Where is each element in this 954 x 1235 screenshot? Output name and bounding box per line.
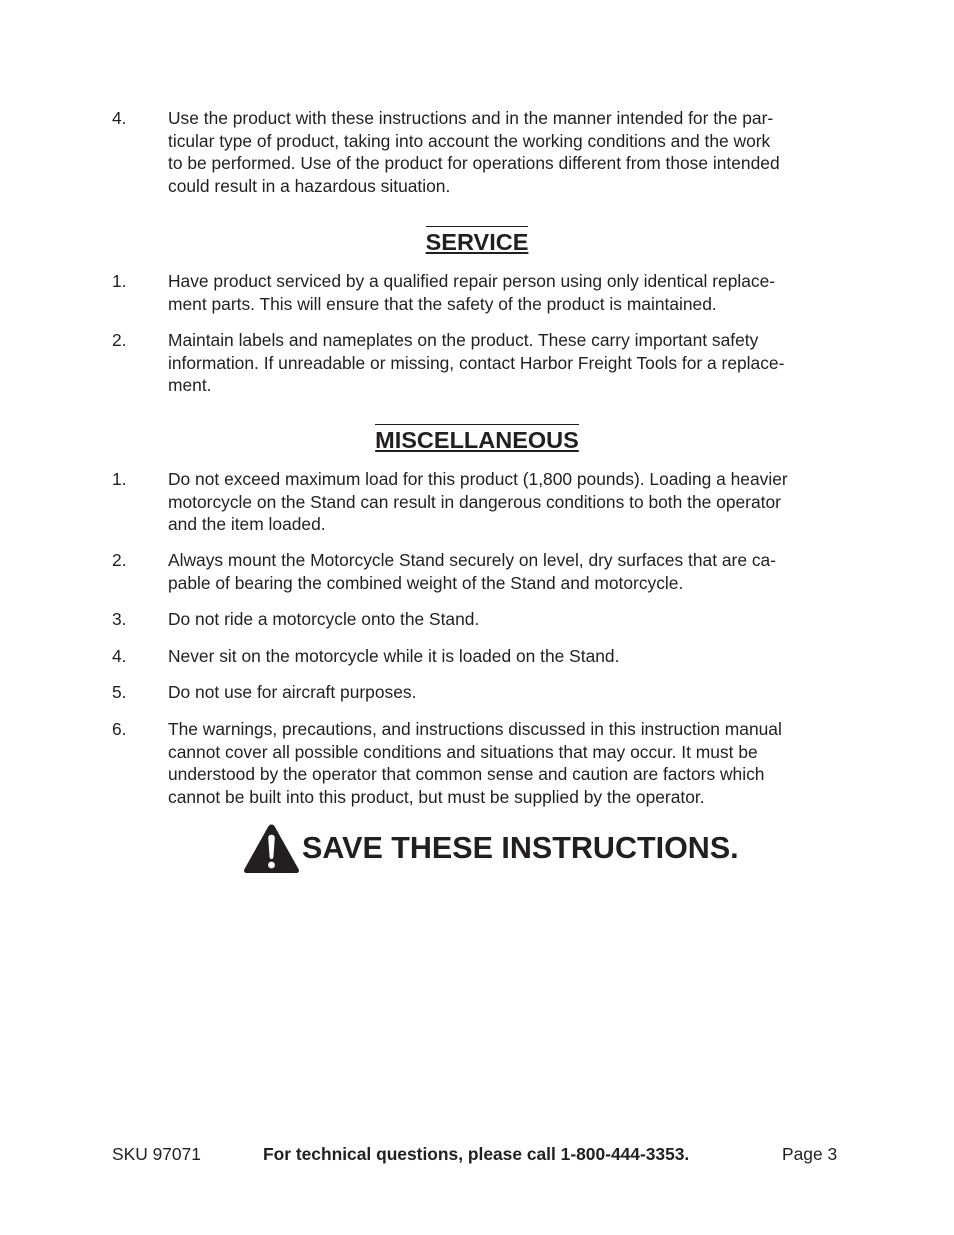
list-item-text: [168, 329, 844, 397]
text-line: Do not use for aircraft purposes.: [168, 682, 417, 702]
footer-page-number: Page 3: [782, 1144, 838, 1164]
list-item-number: 4.: [112, 108, 127, 128]
list-item-number: 4.: [112, 646, 127, 666]
save-instructions-banner: [243, 822, 739, 874]
text-line: could result in a hazardous situation.: [168, 175, 451, 196]
footer-support-phone: For technical questions, please call 1-800-444-3353.: [263, 1144, 690, 1164]
miscellaneous-heading: [0, 424, 954, 454]
warning-triangle-icon: [243, 823, 300, 874]
list-item-text: [168, 681, 844, 704]
save-instructions-text: SAVE THESE INSTRUCTIONS.: [302, 830, 739, 865]
list-item-text: [168, 608, 844, 631]
text-line: pable of bearing the combined weight of the Stand and motorcycle.: [168, 572, 684, 593]
list-item-text: [168, 645, 844, 668]
text-line: Use the product with these instructions and in the manner intended for the par-: [168, 108, 774, 128]
list-item-text: [168, 107, 844, 197]
text-line: and the item loaded.: [168, 514, 326, 535]
text-line: The warnings, precautions, and instructions discussed in this instruction manual: [168, 719, 782, 739]
text-line: to be performed. Use of the product for operations different from those intended: [168, 153, 780, 174]
service-heading-text: SERVICE: [426, 226, 529, 256]
text-line: ment parts. This will ensure that the safety of the product is maintained.: [168, 293, 717, 314]
list-item-number: 1.: [112, 271, 127, 291]
list-item-number: 2.: [112, 330, 127, 350]
text-line: ment.: [168, 375, 212, 396]
text-line: cannot cover all possible conditions and situations that may occur. It must be: [168, 741, 758, 762]
miscellaneous-heading-text: MISCELLANEOUS: [375, 424, 579, 454]
list-item-number: 2.: [112, 550, 127, 570]
list-item-text: [168, 468, 844, 536]
text-line: Do not exceed maximum load for this product (1,800 pounds). Loading a heavier: [168, 469, 788, 489]
text-line: Do not ride a motorcycle onto the Stand.: [168, 609, 480, 629]
text-line: information. If unreadable or missing, contact Harbor Freight Tools for a replace-: [168, 352, 785, 373]
list-item-text: [168, 718, 844, 808]
text-line: understood by the operator that common sense and caution are factors which: [168, 764, 765, 785]
list-item-number: 6.: [112, 719, 127, 739]
list-item-text: [168, 549, 844, 594]
text-line: cannot be built into this product, but must be supplied by the operator.: [168, 786, 705, 807]
text-line: Never sit on the motorcycle while it is loaded on the Stand.: [168, 646, 620, 666]
footer-sku: SKU 97071: [112, 1144, 201, 1164]
text-line: motorcycle on the Stand can result in dangerous conditions to both the operator: [168, 491, 781, 512]
text-line: Maintain labels and nameplates on the product. These carry important safety: [168, 330, 759, 350]
text-line: Have product serviced by a qualified repair person using only identical replace-: [168, 271, 776, 291]
list-item-text: [168, 270, 844, 315]
service-heading: [0, 226, 954, 256]
list-item-number: 1.: [112, 469, 127, 489]
list-item-number: 3.: [112, 609, 127, 629]
list-item-number: 5.: [112, 682, 127, 702]
text-line: Always mount the Motorcycle Stand securely on level, dry surfaces that are ca-: [168, 550, 776, 570]
text-line: ticular type of product, taking into account the working conditions and the work: [168, 130, 771, 151]
